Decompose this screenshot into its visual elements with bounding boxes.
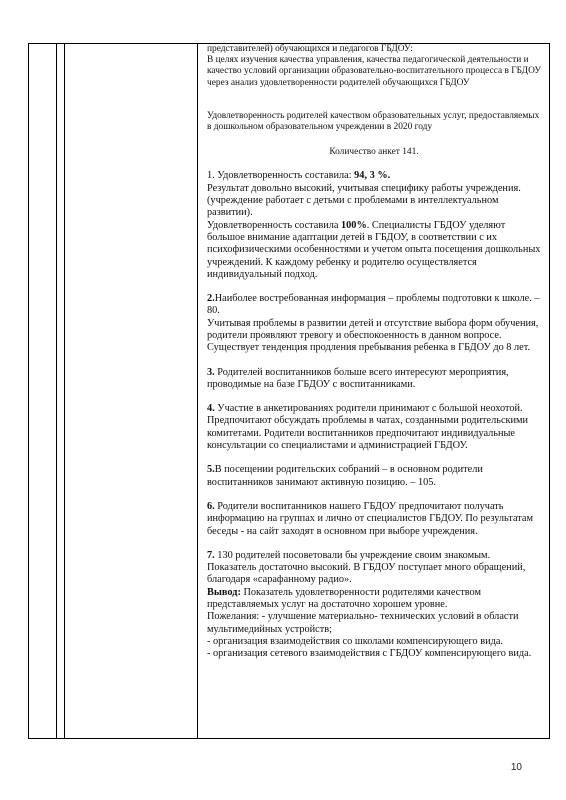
item-6-text (207, 501, 541, 538)
item-5-num: 5. (207, 464, 215, 476)
conclusion-text: Показатель удовлетворенности родителями качеством представляемых услуг на достаточно хорошем уровне. (207, 586, 482, 611)
item-2-num: 2. (207, 293, 215, 305)
item-1-label: 1. Удовлетворенность составила: (207, 170, 355, 182)
item-1-text2-lead: Удовлетворенность составила (207, 219, 341, 231)
item-4-body: Участие в анкетированиях родители принимают с большой неохотой. Предпочитают обсуждать проблемы в чатах, созданными родительскими комитетами. Родители воспитанников предпочитают индивидуальные консультации со специалистами и администрацией ГБДОУ. (207, 403, 529, 452)
item-4-text (207, 403, 541, 452)
document-table (28, 43, 550, 739)
item-6-num: 6. (207, 500, 215, 512)
item-2-text2: Учитывая проблемы в развитии детей и отсутствие выбора форм обучения, родители проявляют тревогу и обеспокоенность в данном вопросе. Существует тенденция продления пребывания ребенка в ГБДОУ до 8 лет. (207, 317, 539, 354)
item-5-text (207, 464, 541, 489)
wishes-line1: Пожелания: - улучшение материально- технических условий в области мультимедийных устройств; (207, 611, 519, 635)
survey-title: Удовлетворенность родителей качеством образовательных услуг, предоставляемых в дошкольном образовательном учреждении в 2020 году (207, 110, 540, 133)
item-3-num: 3. (207, 366, 215, 378)
item-2-body: Наиболее востребованная информация – проблемы подготовки к школе. – 80. (207, 293, 540, 317)
content-cell (207, 44, 541, 661)
column-divider (56, 44, 57, 738)
item-4-num: 4. (207, 403, 215, 415)
item-1-text2-value: 100% (341, 219, 367, 231)
column-divider (197, 44, 198, 738)
item-6-body: Родители воспитанников нашего ГБДОУ предпочитают получать информацию на группах и лично от специалистов ГБДОУ. По результатам беседы - на сайт заходят в основном при выборе учреждения. (207, 500, 533, 537)
item-3-body: Родителей воспитанников больше всего интересуют мероприятия, проводимые на базе ГБДОУ с воспитанниками. (207, 366, 509, 390)
item-1-text: Результат довольно высокий, учитывая специфику работы учреждения. (учреждение работает с детьми с проблемами в интеллектуальном развитии). (207, 182, 521, 219)
item-7-text (207, 550, 541, 587)
item-5-body: В посещении родительских собраний – в основном родители воспитанников занимают активную позицию. – 105. (207, 464, 483, 488)
item-1-value: 94, 3 %. (354, 170, 391, 182)
item-3-text (207, 367, 541, 392)
item-2-text (207, 293, 541, 318)
page-number: 10 (510, 762, 522, 773)
intro-line1: представителей) обучающихся и педагогов ГБДОУ: (207, 44, 413, 54)
item-7-num: 7. (207, 549, 215, 561)
item-1-text2-rest: . Специалисты ГБДОУ уделяют большое внимание адаптации детей в ГБДОУ, в соответствии с их психофизическими особенностями и учетом опыта посещения дошкольных учреждений. К каждому ребенку и родителю осуществляется индивидуальный подход. (207, 219, 541, 280)
column-divider (64, 44, 65, 738)
intro-line2: В целях изучения качества управления, качества педагогической деятельности и качество условий организации образовательно-воспитательного процесса в ГБДОУ через анализ удовлетворенности родителей обучающихся ГБДОУ (207, 55, 541, 88)
count-line: Количество анкет 141. (329, 147, 419, 158)
wishes-line2: - организация взаимодействия со школами компенсирующего вида. (207, 635, 503, 647)
item-7-body: 130 родителей посоветовали бы учреждение своим знакомым. Показатель достаточно высокий. В ГБДОУ поступает много обращений, благодаря «сарафанному радио». (207, 549, 526, 586)
item-1-text2 (207, 220, 541, 281)
wishes-line3: - организация сетевого взаимодействия с ГБДОУ компенсирующего вида. (207, 648, 532, 660)
conclusion (207, 587, 541, 612)
item-1-lead (207, 170, 541, 182)
conclusion-label: Вывод: (207, 586, 241, 598)
